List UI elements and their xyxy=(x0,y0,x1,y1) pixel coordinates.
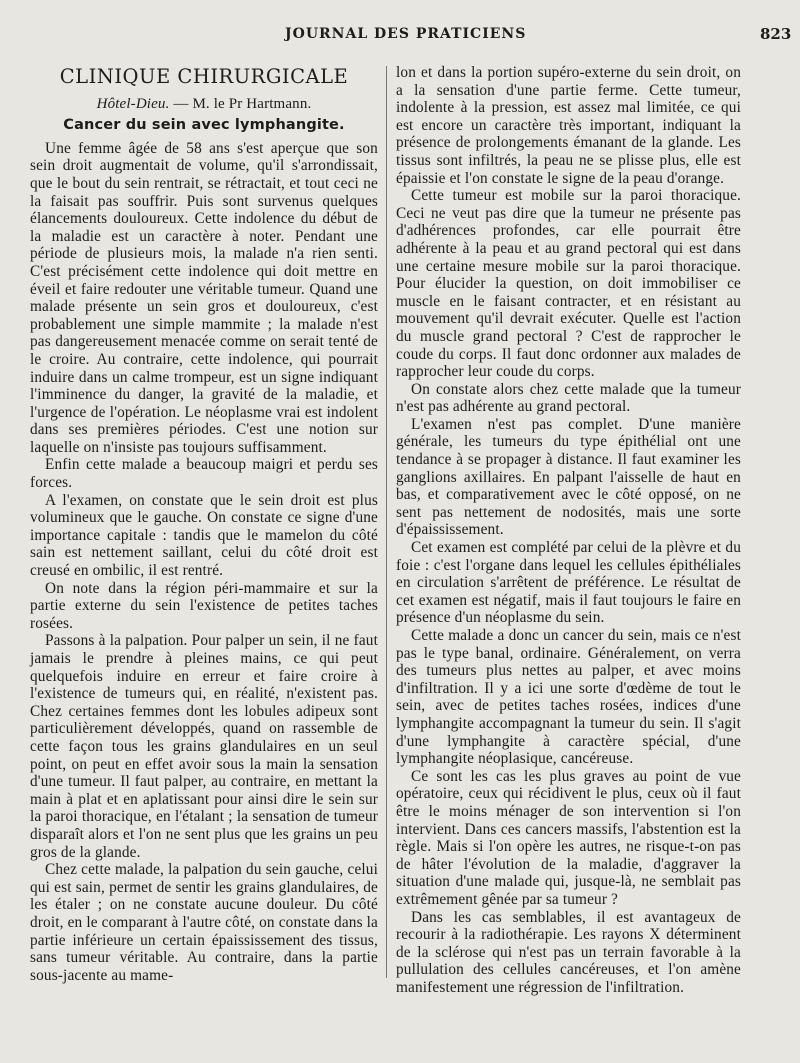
paragraph: A l'examen, on constate que le sein droit est plus volumineux que le gauche. On constate ce signe d'une importance capitale : tandis que le mamelon du côté sain est nettement saillant, celui du côté droit est creusé en ombilic, il est rentré. xyxy=(30,491,378,580)
paragraph: Ce sont les cas les plus graves au point de vue opératoire, ceux qui récidivent le plus, ceux où il faut être le moins ménager de son intervention si l'on intervient. Dans ces cancers massifs, l'abstention est la règle. Mais si l'on opère les autres, ne risque-t-on pas de hâter l'évolution de la maladie, d'aggraver la situation d'une malade qui, jusque-là, ne semblait pas extrêmement gênée par sa tumeur ? xyxy=(396,767,741,908)
paragraph: Dans les cas semblables, il est avantageux de recourir à la radiothérapie. Les rayons X déterminent de la sclérose qui n'est pas un terrain favorable à la pullulation des cellules cancéreuses, et l'on amène manifestement une régression de l'infiltration. xyxy=(396,908,741,996)
right-column xyxy=(396,64,741,996)
article-subtitle: Cancer du sein avec lymphangite. xyxy=(63,117,345,134)
paragraph: On constate alors chez cette malade que la tumeur n'est pas adhérente au grand pectoral. xyxy=(396,380,741,416)
paragraph: On note dans la région péri-mammaire et sur la partie externe du sein l'existence de petites taches rosées. xyxy=(30,579,378,632)
paragraph: Passons à la palpation. Pour palper un sein, il ne faut jamais le prendre à pleines mains, ce qui peut quelquefois induire en erreur et faire croire à l'existence de tumeurs qui, en réalité, n'existent pas. Chez certaines femmes dont les lobules adipeux sont particulièrement développés, quand on rassemble de cette façon tous les grains glandulaires en un seul point, on peut en effet avoir sous la main la sensation d'une tumeur. Il faut palper, au contraire, en mettant la main à plat et en aplatissant pour ainsi dire le sein sur la paroi thoracique, en l'étalant ; la sensation de tumeur disparaît alors et l'on ne sent plus que les grains un peu gros de la glande. xyxy=(30,632,378,861)
left-column xyxy=(30,64,378,984)
running-head xyxy=(0,22,800,46)
paragraph: Chez cette malade, la palpation du sein gauche, celui qui est sain, permet de sentir les grains glandulaires, de les étaler ; on ne constate aucune douleur. Du côté droit, en le comparant à l'autre côté, on constate dans la partie inférieure un certain épaississement des tissus, sans tumeur véritable. Au contraire, dans la partie sous-jacente au mame- xyxy=(30,861,378,984)
paragraph: Cette tumeur est mobile sur la paroi thoracique. Ceci ne veut pas dire que la tumeur ne présente pas d'adhérences profondes, car elle pourrait être adhérente à la peau et au grand pectoral qui est dans une certaine mesure mobile sur la paroi thoracique. Pour élucider la question, on doit immobiliser ce muscle en le faisant contracter, et en résistant au mouvement qu'il devrait exécuter. Quelle est l'action du muscle grand pectoral ? C'est de rapprocher le coude du corps. Il faut donc ordonner aux malades de rapprocher leur coude du corps. xyxy=(396,187,741,381)
column-rule xyxy=(386,66,387,978)
author: — M. le Pr Hartmann. xyxy=(169,95,312,112)
paragraph: Enfin cette malade a beaucoup maigri et perdu ses forces. xyxy=(30,456,378,492)
venue: Hôtel-Dieu. xyxy=(96,95,170,112)
paragraph: lon et dans la portion supéro-externe du sein droit, on a la sensation d'une partie ferme. Cette tumeur, indolente à la pression, est assez mal limitée, ce qui est encore un caractère très important, indiquant la présence de prolongements émanant de la glande. Les tissus sont infiltrés, la peau ne se plisse plus, elle est épaissie et l'on constate le signe de la peau d'orange. xyxy=(396,64,741,187)
paragraph: Cette malade a donc un cancer du sein, mais ce n'est pas le type banal, ordinaire. Généralement, on verra des tumeurs plus nettes au palper, et avec moins d'infiltration. Il y a ici une sorte d'œdème de tout le sein, avec de petites taches rosées, indices d'une lymphangite accompagnant la tumeur du sein. Il s'agit d'une lymphangite à caractère spécial, d'une lymphangite néoplasique, cancéreuse. xyxy=(396,627,741,768)
paragraph: L'examen n'est pas complet. D'une manière générale, les tumeurs du type épithélial ont une tendance à se propager à distance. Il faut examiner les ganglions axillaires. En palpant l'aisselle de haut en bas, et comparativement avec le côté opposé, on ne sent pas nettement de nodosités, mais une sorte d'épaississement. xyxy=(396,415,741,539)
paragraph: Une femme âgée de 58 ans s'est aperçue que son sein droit augmentait de volume, qu'il s'arrondissait, que le bout du sein rentrait, se rétractait, et tout ceci ne la faisait pas souffrir. Puis sont survenus quelques élancements douloureux. Cette indolence du début de la maladie est un caractère à noter. Pendant une période de plusieurs mois, la malade n'a rien senti. C'est précisément cette indolence qui doit mettre en éveil et faire redouter une véritable tumeur. Quand une malade présente un sein gros et douloureux, c'est probablement une simple mammite ; la malade n'est pas dangereusement menacée comme on serait tenté de le croire. Au contraire, cette indolence, qui pourrait induire dans un calme trompeur, est un signe indiquant l'imminence du danger, la gravité de la maladie, et l'urgence de l'opération. Le néoplasme vrai est indolent dans ses premières périodes. C'est une notion sur laquelle on n'insiste pas toujours suffisamment. xyxy=(30,139,378,456)
section-title: CLINIQUE CHIRURGICALE xyxy=(59,65,349,88)
byline xyxy=(30,96,378,114)
page-number: 823 xyxy=(760,25,792,43)
paragraph: Cet examen est complété par celui de la plèvre et du foie : c'est l'organe dans lequel les cellules épithéliales en circulation s'arrêtent de préférence. Le résultat de cet examen est négatif, mais il faut toujours le faire en présence d'un néoplasme du sein. xyxy=(396,539,741,627)
journal-title: JOURNAL DES PRATICIENS xyxy=(285,26,527,42)
